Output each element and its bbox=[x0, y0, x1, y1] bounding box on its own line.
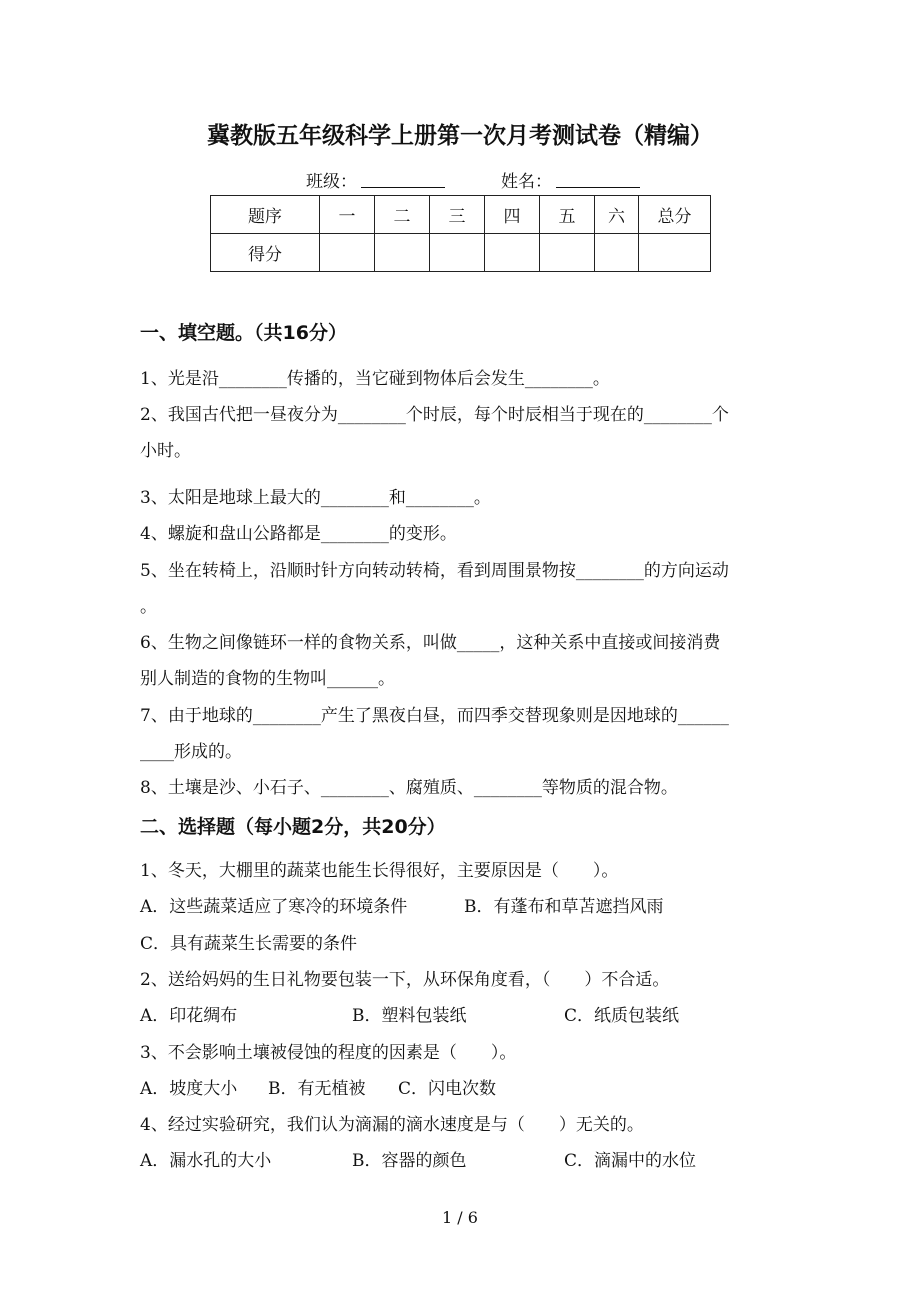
score-table bbox=[210, 195, 711, 272]
score-header-cell: 六 bbox=[595, 196, 639, 234]
score-cell[interactable] bbox=[375, 234, 430, 272]
option-b[interactable]: B．有蓬布和草苫遮挡风雨 bbox=[464, 897, 664, 917]
choice-question-stem: 4、经过实验研究，我们认为滴漏的滴水速度是与（ ）无关的。 bbox=[140, 1115, 644, 1135]
option-c[interactable]: C．具有蔬菜生长需要的条件 bbox=[140, 934, 358, 954]
question-line: 3、太阳是地球上最大的________和________。 bbox=[140, 488, 491, 508]
section-heading-fill: 一、填空题。（共16分） bbox=[140, 322, 347, 344]
option-a[interactable]: A．坡度大小 bbox=[140, 1079, 238, 1099]
option-c[interactable]: C．闪电次数 bbox=[398, 1079, 497, 1099]
option-a[interactable]: A．印花绸布 bbox=[140, 1006, 238, 1026]
question-line: 别人制造的食物的生物叫______。 bbox=[140, 669, 395, 689]
score-table-score-row bbox=[211, 234, 711, 272]
option-c[interactable]: C．滴漏中的水位 bbox=[564, 1151, 697, 1171]
class-label: 班级： bbox=[306, 172, 357, 192]
page-title: 冀教版五年级科学上册第一次月考测试卷（精编） bbox=[207, 123, 713, 149]
question-line: 2、我国古代把一昼夜分为________个时辰，每个时辰相当于现在的________个 bbox=[140, 405, 729, 425]
score-table-header-row bbox=[211, 196, 711, 234]
question-line: 。 bbox=[140, 597, 157, 617]
question-line: ____形成的。 bbox=[140, 742, 242, 762]
question-line: 8、土壤是沙、小石子、________、腐殖质、________等物质的混合物。 bbox=[140, 778, 678, 798]
score-cell[interactable] bbox=[320, 234, 375, 272]
score-cell[interactable] bbox=[639, 234, 711, 272]
score-row-label: 得分 bbox=[211, 234, 320, 272]
question-line: 1、光是沿________传播的，当它碰到物体后会发生________。 bbox=[140, 369, 610, 389]
score-header-cell: 一 bbox=[320, 196, 375, 234]
section-heading-choice: 二、选择题（每小题2分，共20分） bbox=[140, 816, 446, 838]
score-header-cell: 总分 bbox=[639, 196, 711, 234]
question-line: 4、螺旋和盘山公路都是________的变形。 bbox=[140, 524, 457, 544]
option-b[interactable]: B．容器的颜色 bbox=[352, 1151, 467, 1171]
page-number: 1 / 6 bbox=[442, 1208, 478, 1227]
question-line: 5、坐在转椅上，沿顺时针方向转动转椅，看到周围景物按________的方向运动 bbox=[140, 561, 729, 581]
option-b[interactable]: B．有无植被 bbox=[268, 1079, 366, 1099]
question-line: 6、生物之间像链环一样的食物关系，叫做_____，这种关系中直接或间接消费 bbox=[140, 633, 721, 653]
score-header-cell: 题序 bbox=[211, 196, 320, 234]
choice-question-stem: 1、冬天，大棚里的蔬菜也能生长得很好，主要原因是（ ）。 bbox=[140, 861, 619, 881]
score-cell[interactable] bbox=[540, 234, 595, 272]
class-blank[interactable] bbox=[361, 187, 445, 188]
option-b[interactable]: B．塑料包装纸 bbox=[352, 1006, 467, 1026]
score-header-cell: 五 bbox=[540, 196, 595, 234]
score-header-cell: 三 bbox=[430, 196, 485, 234]
score-cell[interactable] bbox=[430, 234, 485, 272]
choice-question-stem: 2、送给妈妈的生日礼物要包装一下，从环保角度看，（ ）不合适。 bbox=[140, 970, 670, 990]
name-blank[interactable] bbox=[556, 187, 640, 188]
score-cell[interactable] bbox=[595, 234, 639, 272]
name-label: 姓名： bbox=[501, 172, 552, 192]
question-line: 小时。 bbox=[140, 441, 191, 461]
option-c[interactable]: C．纸质包装纸 bbox=[564, 1006, 680, 1026]
score-header-cell: 四 bbox=[485, 196, 540, 234]
option-a[interactable]: A．这些蔬菜适应了寒冷的环境条件 bbox=[140, 897, 408, 917]
score-cell[interactable] bbox=[485, 234, 540, 272]
question-line: 7、由于地球的________产生了黑夜白昼，而四季交替现象则是因地球的______ bbox=[140, 706, 729, 726]
score-header-cell: 二 bbox=[375, 196, 430, 234]
choice-question-stem: 3、不会影响土壤被侵蚀的程度的因素是（ ）。 bbox=[140, 1043, 517, 1063]
option-a[interactable]: A．漏水孔的大小 bbox=[140, 1151, 272, 1171]
